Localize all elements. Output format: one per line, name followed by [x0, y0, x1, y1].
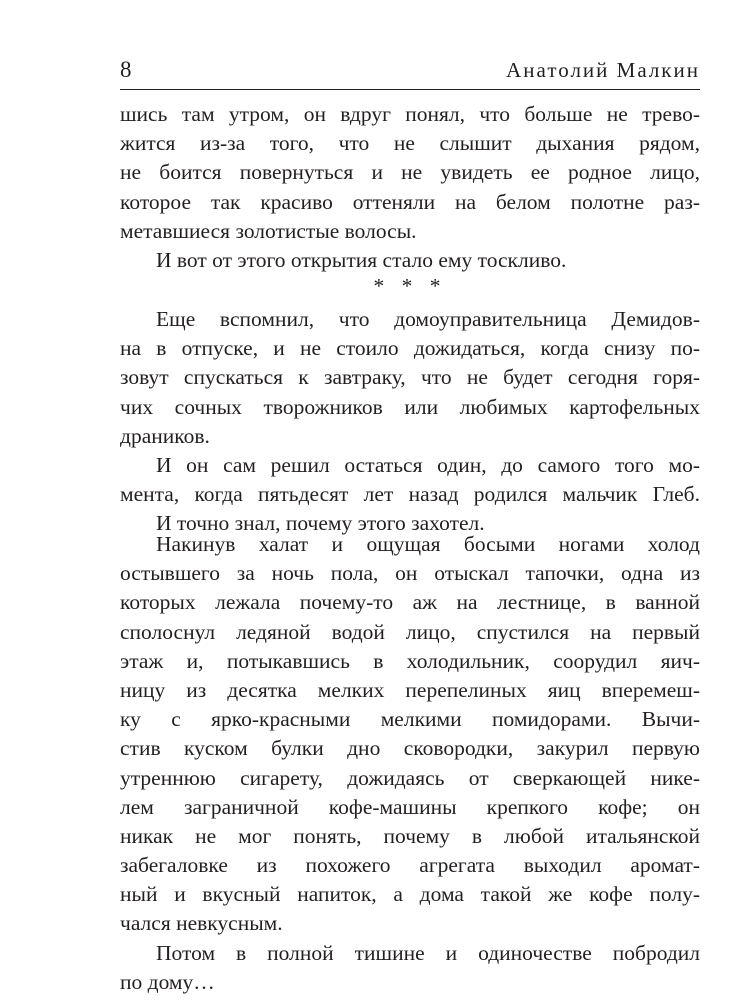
text-line: метавшиеся золотистые волосы.	[120, 218, 417, 243]
text-line: остывшего за ночь пола, он отыскал тапочки, одна из	[120, 561, 700, 586]
text-line: чих сочных творожников или любимых картофельных	[120, 394, 700, 419]
text-line: И вот от этого открытия стало ему тоскливо.	[156, 247, 567, 272]
text-line: на в отпуске, и не стоило дожидаться, когда снизу по-	[120, 336, 700, 361]
text-line: забегаловке из похожего агрегата выходил аромат-	[120, 853, 700, 878]
text-line: Потом в полной тишине и одиночестве побродил	[156, 940, 700, 965]
text-line: лем заграничной кофе-машины крепкого кофе; он	[120, 794, 700, 819]
text-line: никак не мог понять, почему в любой итальянской	[120, 823, 700, 848]
text-line: жится из-за того, что не слышит дыхания рядом,	[120, 131, 700, 156]
text-block-3	[120, 530, 700, 997]
text-line: которое так красиво оттеняли на белом полотне раз-	[120, 189, 700, 214]
page-header	[120, 55, 700, 89]
section-separator: * * *	[373, 274, 447, 298]
text-line: шись там утром, он вдруг понял, что больше не трево-	[120, 102, 700, 126]
text-line: ку с ярко-красными мелкими помидорами. Вычи-	[120, 707, 700, 732]
text-line: этаж и, потыкавшись в холодильник, соорудил яич-	[120, 648, 700, 673]
text-line: стив куском булки дно сковородки, закурил первую	[120, 736, 700, 761]
text-line: зовут спускаться к завтраку, что не будет сегодня горя-	[120, 365, 700, 390]
text-line: не боится повернуться и не увидеть ее родное лицо,	[120, 160, 700, 185]
header-rule	[120, 89, 700, 90]
running-title: Анатолий Малкин	[506, 58, 700, 82]
page-number: 8	[120, 57, 132, 82]
text-line: ный и вкусный напиток, а дома такой же кофе полу-	[120, 882, 700, 907]
text-line: сполоснул ледяной водой лицо, спустился на первый	[120, 619, 700, 644]
text-line: драников.	[120, 423, 210, 448]
text-line: Накинув халат и ощущая босыми ногами холод	[156, 532, 700, 556]
text-line: по дому…	[120, 969, 215, 994]
text-line: которых лежала почему-то аж на лестнице, в ванной	[120, 590, 700, 615]
text-line: чался невкусным.	[120, 911, 283, 936]
text-block-2	[120, 305, 700, 539]
text-line: мента, когда пятьдесят лет назад родился мальчик Глеб.	[120, 482, 700, 507]
text-block-1	[120, 100, 700, 275]
text-line: Еще вспомнил, что домоуправительница Демидов-	[156, 307, 700, 331]
text-line: И он сам решил остаться один, до самого того мо-	[156, 452, 700, 477]
text-line: ницу из десятка мелких перепелиных яиц вперемеш-	[120, 677, 700, 702]
text-line: утреннюю сигарету, дожидаясь от сверкающей нике-	[120, 765, 700, 790]
text-line: И точно знал, почему этого захотел.	[156, 511, 485, 536]
